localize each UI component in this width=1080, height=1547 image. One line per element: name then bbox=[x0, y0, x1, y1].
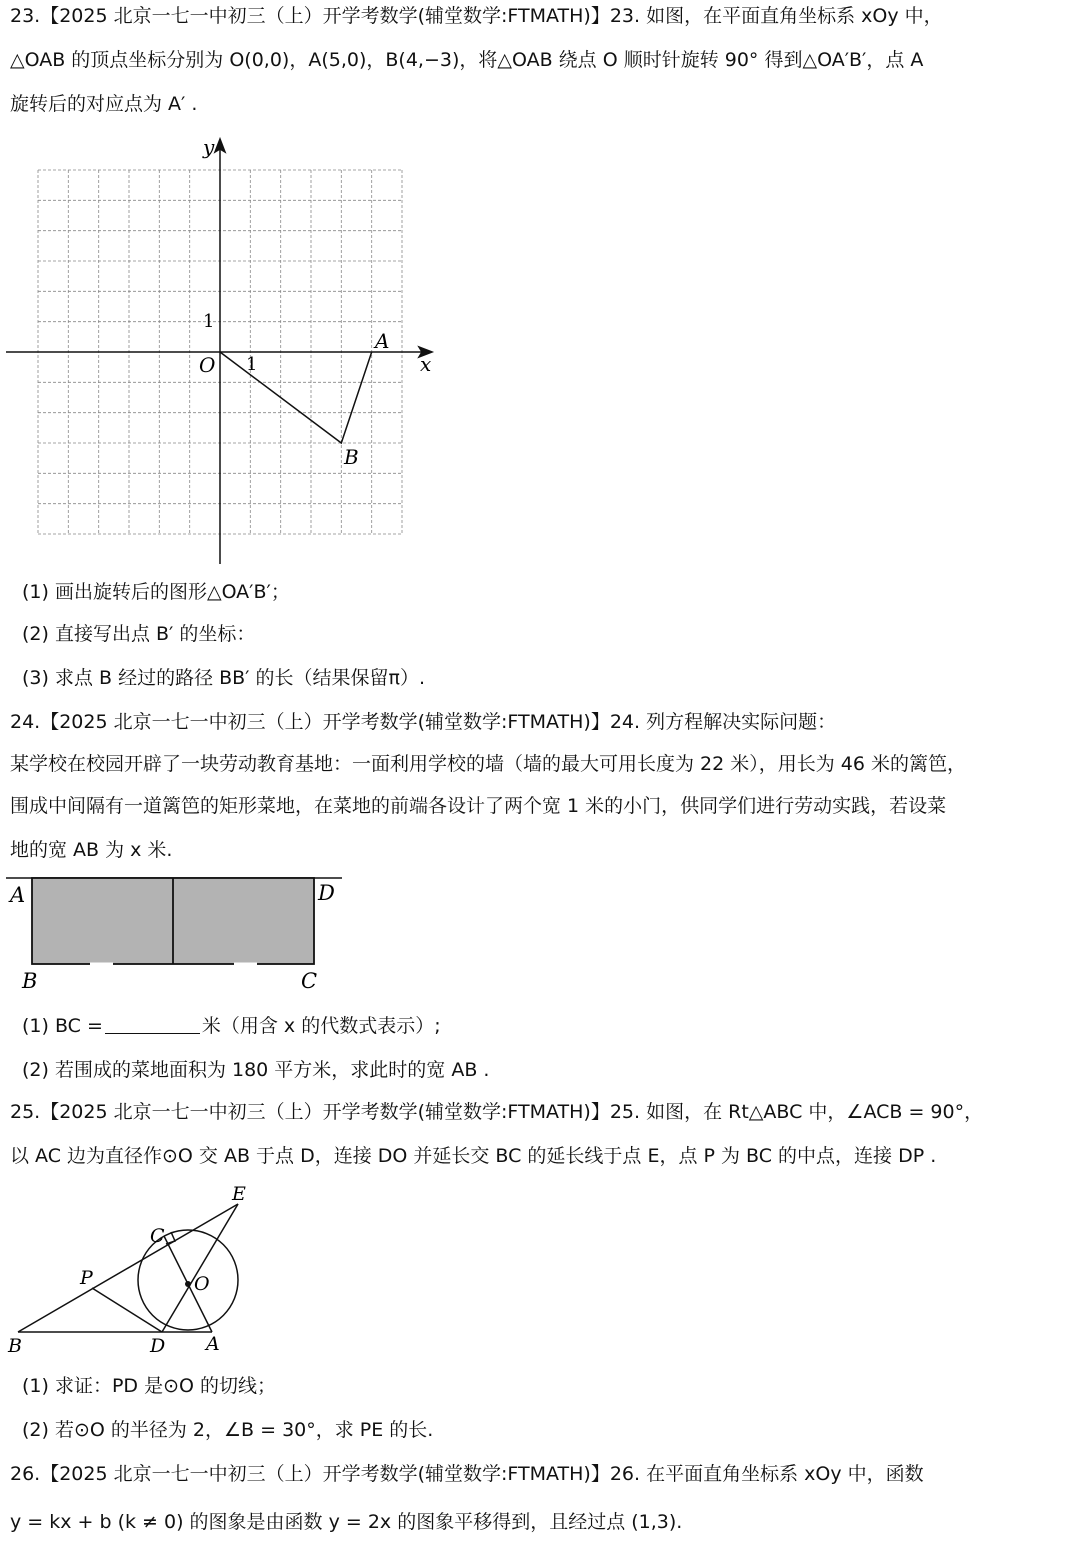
axes bbox=[6, 139, 432, 564]
corner-a-label: A bbox=[10, 883, 26, 907]
corner-c-label: C bbox=[301, 969, 318, 993]
label-c: C bbox=[150, 1225, 165, 1247]
q24-line-3: 围成中间隔有一道篱笆的矩形菜地，在菜地的前端各设计了两个宽 1 米的小门，供同学们进行劳动实践，若设菜 bbox=[10, 795, 947, 817]
q24-line-1: 24.【2025 北京一七一中初三（上）开学考数学(辅堂数学:FTMATH)】24. 列方程解决实际问题： bbox=[10, 711, 837, 733]
q26-line-2: y = kx + b (k ≠ 0) 的图象是由函数 y = 2x 的图象平移得到，且经过点 (1,3). bbox=[10, 1511, 683, 1533]
q23-line-2: △OAB 的顶点坐标分别为 O(0,0)，A(5,0)，B(4,−3)，将△OAB 绕点 O 顺时针旋转 90° 得到△OA′B′，点 A bbox=[10, 49, 924, 71]
label-d: D bbox=[150, 1335, 166, 1357]
y-axis-label: y bbox=[203, 135, 215, 159]
q23-line-1: 23.【2025 北京一七一中初三（上）开学考数学(辅堂数学:FTMATH)】23. 如图，在平面直角坐标系 xOy 中， bbox=[10, 5, 943, 27]
label-o: O bbox=[194, 1273, 210, 1295]
q25-line-1: 25.【2025 北京一七一中初三（上）开学考数学(辅堂数学:FTMATH)】25. 如图，在 Rt△ABC 中，∠ACB = 90°， bbox=[10, 1101, 984, 1123]
triangle-oab bbox=[220, 352, 372, 443]
q25-circle-figure bbox=[0, 1180, 260, 1360]
label-p: P bbox=[80, 1267, 93, 1289]
center-dot bbox=[185, 1281, 191, 1287]
q23-sub-3: (3) 求点 B 经过的路径 BB′ 的长（结果保留π）. bbox=[22, 667, 426, 689]
origin-label: O bbox=[199, 353, 216, 377]
answer-blank[interactable] bbox=[105, 1015, 200, 1034]
q23-sub-1: (1) 画出旋转后的图形△OA′B′； bbox=[22, 581, 290, 603]
q24-sub-1 bbox=[22, 1012, 441, 1040]
q24-sub-1-prefix: (1) BC = bbox=[22, 1015, 103, 1037]
q25-sub-1: (1) 求证：PD 是⊙O 的切线； bbox=[22, 1375, 276, 1397]
point-a-label: A bbox=[375, 329, 390, 353]
q24-sub-1-suffix: 米（用含 x 的代数式表示）; bbox=[201, 1015, 441, 1037]
q25-line-2: 以 AC 边为直径作⊙O 交 AB 于点 D，连接 DO 并延长交 BC 的延长线于点 E，点 P 为 BC 的中点，连接 DP . bbox=[10, 1145, 937, 1167]
point-b-label: B bbox=[344, 445, 359, 469]
q23-line-3: 旋转后的对应点为 A′ . bbox=[10, 93, 198, 115]
seg-be bbox=[18, 1204, 238, 1332]
q24-line-2: 某学校在校园开辟了一块劳动教育基地：一面利用学校的墙（墙的最大可用长度为 22 米），用长为 46 米的篱笆， bbox=[10, 753, 967, 775]
label-e: E bbox=[232, 1183, 246, 1205]
seg-pd bbox=[92, 1288, 162, 1332]
label-a: A bbox=[206, 1333, 220, 1355]
q23-coordinate-figure bbox=[0, 134, 450, 564]
q26-line-1: 26.【2025 北京一七一中初三（上）开学考数学(辅堂数学:FTMATH)】26. 在平面直角坐标系 xOy 中，函数 bbox=[10, 1463, 924, 1485]
x-axis-label: x bbox=[420, 352, 432, 376]
q23-sub-2: (2) 直接写出点 B′ 的坐标： bbox=[22, 623, 256, 645]
x-unit-label: 1 bbox=[246, 354, 258, 375]
q24-line-4: 地的宽 AB 为 x 米. bbox=[10, 839, 173, 861]
y-unit-label: 1 bbox=[203, 311, 215, 332]
corner-d-label: D bbox=[318, 881, 335, 905]
q25-sub-2: (2) 若⊙O 的半径为 2，∠B = 30°，求 PE 的长. bbox=[22, 1419, 434, 1441]
q24-sub-2: (2) 若围成的菜地面积为 180 平方米，求此时的宽 AB . bbox=[22, 1059, 490, 1081]
corner-b-label: B bbox=[22, 969, 38, 993]
q24-garden-figure bbox=[0, 870, 350, 995]
label-b: B bbox=[8, 1335, 22, 1357]
